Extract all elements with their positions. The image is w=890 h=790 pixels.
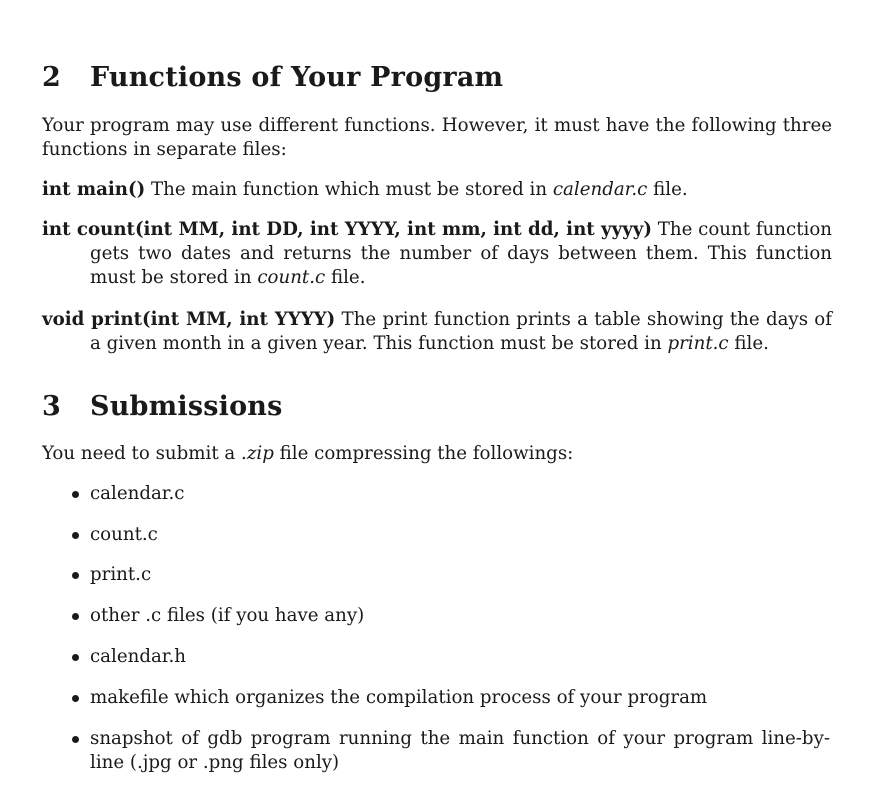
bullet-icon <box>72 695 79 702</box>
bullet-icon <box>72 736 79 743</box>
definition-count-term: int count(int MM, int DD, int YYYY, int mm, int dd, int yyyy) <box>42 219 652 240</box>
definition-print <box>42 308 832 356</box>
definition-print-desc: The print function prints a table showing the days of a given month in a given year. This function must be stored in <box>90 309 832 354</box>
list-item <box>90 523 830 547</box>
bullet-icon <box>72 613 79 620</box>
definition-main <box>42 178 832 202</box>
list-item-text: snapshot of gdb program running the main function of your program line-by-line (.jpg or .png files only) <box>90 728 830 773</box>
definition-count-file: count.c <box>257 267 326 288</box>
list-item-text: other .c files (if you have any) <box>90 605 365 626</box>
section-2-number: 2 <box>42 62 61 93</box>
list-item-text: calendar.c <box>90 483 185 504</box>
definition-print-desc-end: file. <box>728 333 769 354</box>
bullet-icon <box>72 491 79 498</box>
list-item <box>90 686 830 710</box>
list-item <box>90 563 830 587</box>
section-3-number: 3 <box>42 391 61 422</box>
definition-main-term: int main() <box>42 179 146 200</box>
section-3-title: Submissions <box>90 391 283 422</box>
definition-print-term: void print(int MM, int YYYY) <box>42 309 336 330</box>
definition-main-file: calendar.c <box>552 179 648 200</box>
section-3-intro-file: .zip <box>241 443 274 464</box>
section-2-intro: Your program may use different functions. However, it must have the following three functions in separate files: <box>42 115 832 160</box>
section-3-intro-text-end: file compressing the followings: <box>273 443 574 464</box>
definition-count-desc-end: file. <box>325 267 366 288</box>
section-3-heading <box>42 391 283 423</box>
list-item-text: count.c <box>90 524 158 545</box>
list-item <box>90 604 830 628</box>
list-item-text: makefile which organizes the compilation process of your program <box>90 687 708 708</box>
definition-main-desc-end: file. <box>647 179 688 200</box>
list-item <box>90 727 830 775</box>
bullet-icon <box>72 572 79 579</box>
definition-count-desc: The count function gets two dates and returns the number of days between them. This function must be stored in <box>90 219 832 288</box>
section-3-intro-text: You need to submit a <box>42 443 242 464</box>
list-item <box>90 482 830 506</box>
list-item-text: print.c <box>90 564 152 585</box>
section-2-title: Functions of Your Program <box>90 62 504 93</box>
list-item-text: calendar.h <box>90 646 186 667</box>
bullet-icon <box>72 654 79 661</box>
section-2-heading <box>42 62 503 94</box>
definition-main-desc: The main function which must be stored in <box>145 179 553 200</box>
definition-count <box>42 218 832 290</box>
bullet-icon <box>72 532 79 539</box>
definition-print-file: print.c <box>667 333 729 354</box>
list-item <box>90 645 830 669</box>
section-3-intro <box>42 442 832 466</box>
